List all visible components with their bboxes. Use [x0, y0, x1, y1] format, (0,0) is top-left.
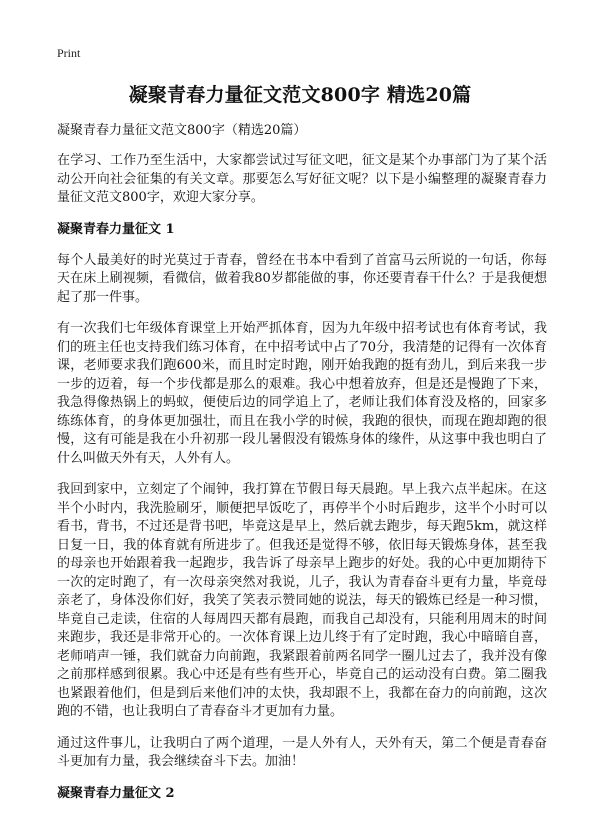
intro-paragraph: 在学习、工作乃至生活中，大家都尝试过写征文吧，征文是某个办事部门为了某个活动公开向社会征集的有关文章。那要怎么写好征文呢？以下是小编整理的凝聚青春力量征文范文800字，欢迎大家分享。: [57, 153, 547, 205]
body-paragraph: 通过这件事儿，让我明白了两个道理，一是人外有人，天外有天，第二个便是青春奋斗更加有力量，我会继续奋斗下去。加油！: [57, 735, 547, 769]
page-title: 凝聚青春力量征文范文800字 精选20篇: [128, 84, 472, 106]
body-paragraph: 每个人最美好的时光莫过于青春，曾经在书本中看到了首富马云所说的一句话，你每天在床上刷视频，看微信，做着我80岁都能做的事，你还要青春干什么？于是我便想起了那一件事。: [57, 252, 547, 305]
article-subtitle: 凝聚青春力量征文范文800字（精选20篇）: [57, 123, 307, 138]
body-paragraph: 我回到家中，立刻定了个闹钟，我打算在节假日每天晨跑。早上我六点半起床。在这半个小时内，我洗脸刷牙，顺便把早饭吃了，再停半个小时后跑步，这半个小时可以看书，背书，不过还是背书吧，毕竟这是早上，然后就去跑步，每天跑5km，就这样日复一日，我的体育就有所进步了。但我还是觉得不够，依旧每天锻炼身体，甚至我的母亲也开始跟着我一起跑步，我告诉了母亲早上跑步的好处。我的心中更加期待下一次的定时跑了，有一次母亲突然对我说，儿子，我认为青春奋斗更有力量，毕竟母亲老了，身体没你们好，我笑了笑表示赞同她的说法，每天的锻炼已经是一种习惯，毕竟自己走读，住宿的人每周四天都有晨跑，而我自己却没有，只能利用周末的时间来跑步，我还是非常开心的。一次体育课上边儿终于有了定时跑，我心中暗暗自喜，老师哨声一锤，我们就奋力向前跑，我紧跟着前两名同学一圈儿过去了，我并没有像之前那样感到很累。我心中还是有些有些开心，毕竟自己的运动没有白费。第二圈我也紧跟着他们，但是到后来他们冲的太快，我却跟不上，我都在奋力的向前跑，这次跑的不错，也让我明白了青春奋斗才更加有力量。: [57, 482, 547, 719]
section-heading: 凝聚青春力量征文 2: [57, 785, 175, 801]
print-link[interactable]: Print: [57, 46, 81, 60]
section-heading: 凝聚青春力量征文 1: [57, 221, 175, 237]
body-paragraph: 有一次我们七年级体育课堂上开始严抓体育，因为九年级中招考试也有体育考试，我们的班主任也支持我们练习体育，在中招考试中占了70分，我清楚的记得有一次体育课，老师要求我们跑600米，而且时定时跑，刚开始我跑的挺有劲儿，到后来我一步一步的迈着，每一个步伐都是那么的艰难。我心中想着放弃，但是还是慢跑了下来，我急得像热锅上的蚂蚁，便使后边的同学追上了，老师让我们体育没及格的，回家多练练体育，的身体更加强壮，而且在我小学的时候，我跑的很快，而现在跑却跑的很慢，这有可能是我在小升初那一段儿暑假没有锻炼身体的缘件，从这事中我也明白了什么叫做天外有天，人外有人。: [57, 321, 547, 466]
article-body: [57, 122, 547, 816]
